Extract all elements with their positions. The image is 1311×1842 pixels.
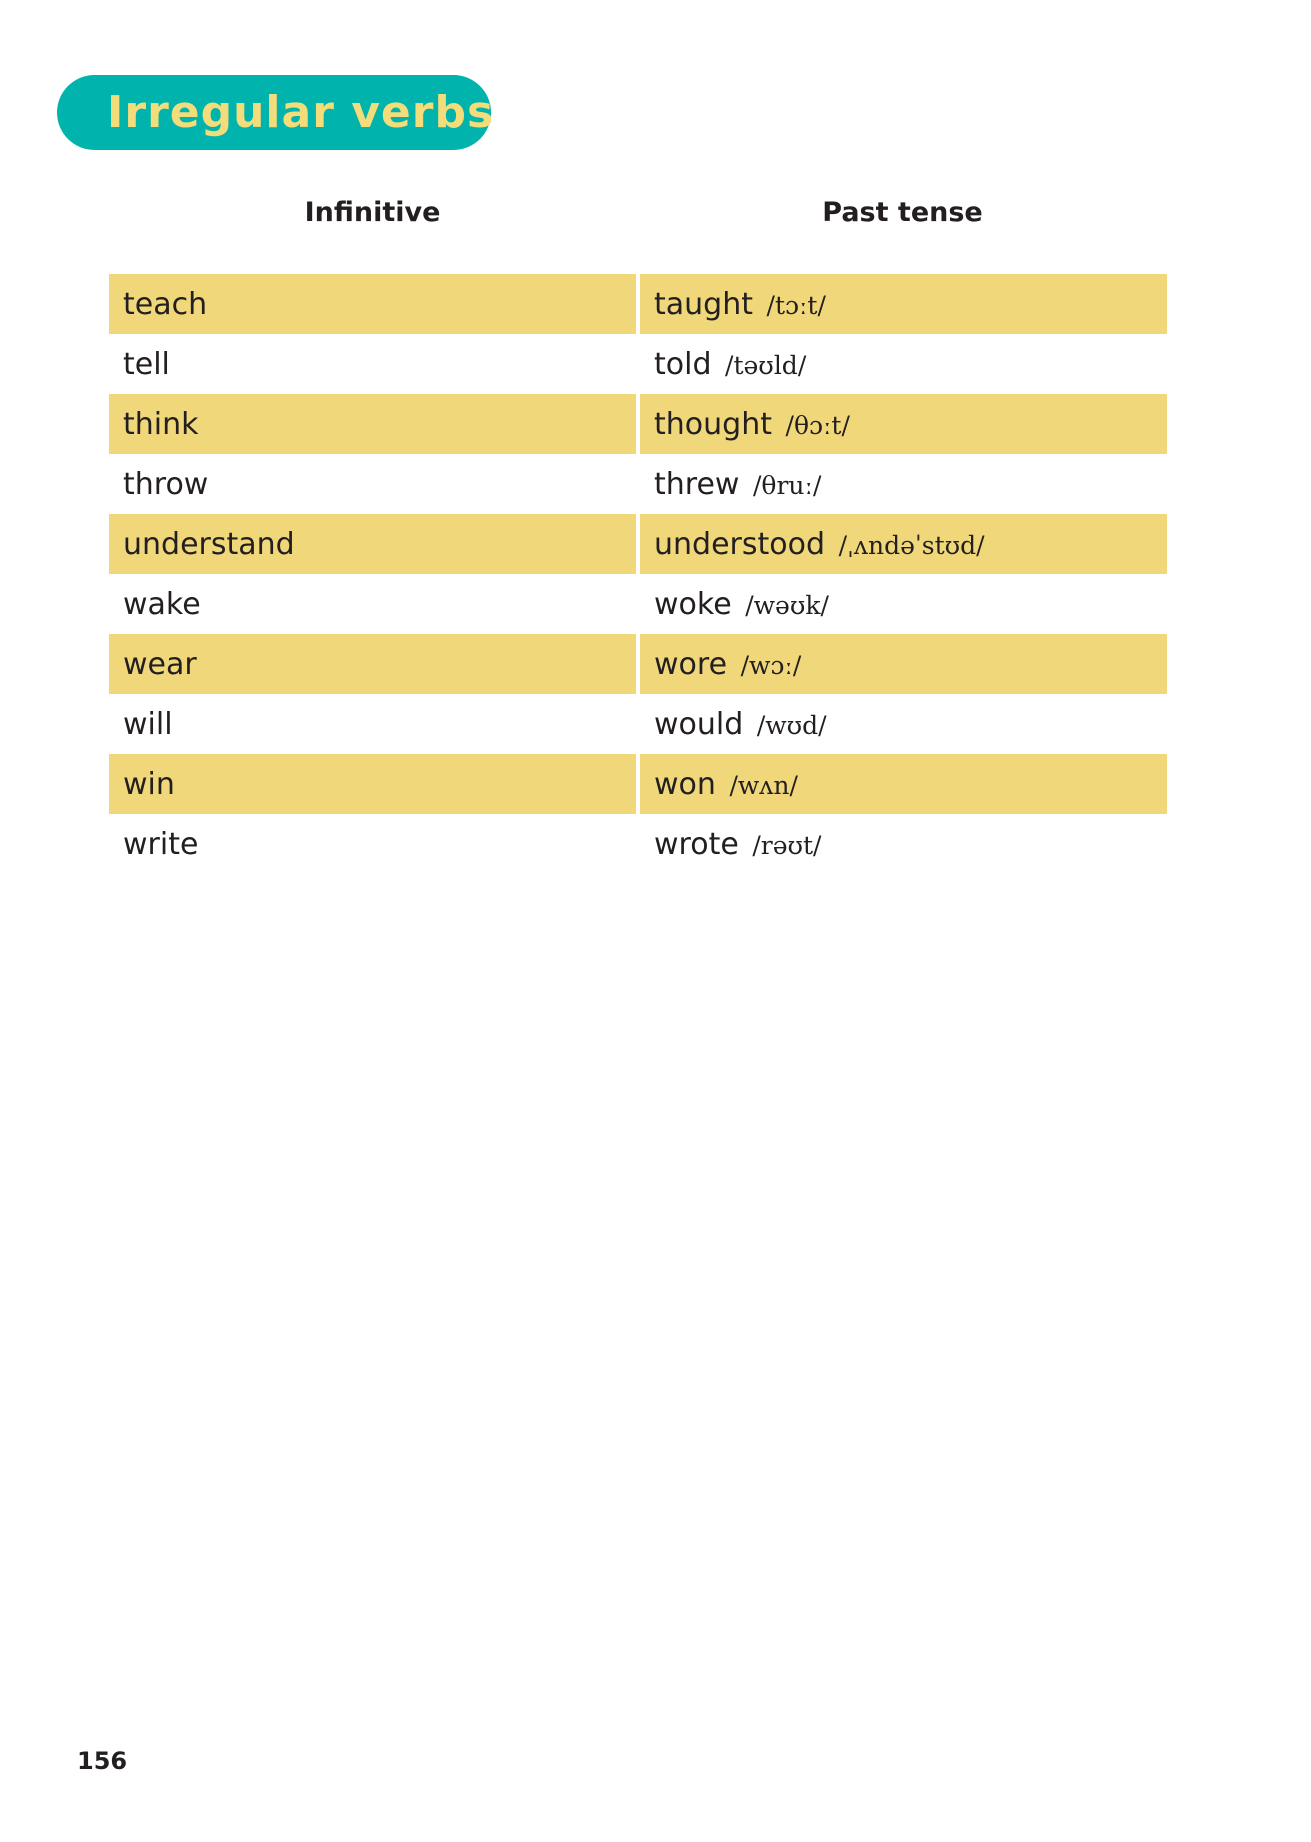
irregular-verbs-table: [109, 274, 1167, 874]
pronunciation: /θɔːt/: [785, 410, 850, 440]
past-tense-word: threw: [654, 466, 740, 502]
past-tense-word: wrote: [654, 826, 739, 862]
infinitive-cell: teach: [109, 274, 636, 334]
infinitive-cell: wear: [109, 634, 636, 694]
past-tense-cell: [636, 814, 1167, 874]
past-tense-cell: [636, 574, 1167, 634]
table-row: [109, 454, 1167, 514]
table-row: [109, 274, 1167, 334]
past-tense-word: would: [654, 706, 744, 742]
pronunciation: /tɔːt/: [766, 290, 826, 320]
infinitive-cell: think: [109, 394, 636, 454]
table-row: [109, 634, 1167, 694]
past-tense-cell: [636, 274, 1167, 334]
past-tense-word: won: [654, 766, 716, 802]
infinitive-cell: throw: [123, 466, 209, 502]
past-tense-cell: [636, 634, 1167, 694]
past-tense-word: thought: [654, 406, 772, 442]
table-row: [109, 334, 1167, 394]
page-number: 156: [77, 1747, 128, 1775]
infinitive-cell: write: [123, 826, 199, 862]
past-tense-cell: [636, 754, 1167, 814]
past-tense-cell: [636, 454, 1167, 514]
title-banner: [57, 75, 495, 150]
table-row: [109, 394, 1167, 454]
infinitive-cell: wake: [123, 586, 201, 622]
past-tense-word: taught: [654, 286, 753, 322]
past-tense-word: understood: [654, 526, 826, 562]
table-row: [109, 574, 1167, 634]
past-tense-cell: [636, 394, 1167, 454]
table-row: [109, 754, 1167, 814]
pronunciation: /wɔː/: [740, 650, 802, 680]
past-tense-cell: [636, 514, 1167, 574]
past-tense-word: wore: [654, 646, 728, 682]
column-header-past-tense: Past tense: [822, 197, 983, 228]
pronunciation: /təʊld/: [725, 350, 807, 380]
table-row: [109, 694, 1167, 754]
pronunciation: /ˌʌndəˈstʊd/: [838, 530, 985, 560]
pronunciation: /wʌn/: [729, 770, 798, 800]
infinitive-cell: win: [109, 754, 636, 814]
infinitive-cell: will: [123, 706, 173, 742]
pronunciation: /θruː/: [753, 470, 822, 500]
infinitive-cell: understand: [109, 514, 636, 574]
past-tense-word: woke: [654, 586, 732, 622]
page-title: Irregular verbs: [107, 87, 495, 138]
pronunciation: /rəʊt/: [752, 830, 822, 860]
table-row: [109, 514, 1167, 574]
pronunciation: /wʊd/: [756, 710, 827, 740]
past-tense-word: told: [654, 346, 712, 382]
column-header-infinitive: Infinitive: [304, 197, 441, 228]
past-tense-cell: [636, 694, 1167, 754]
infinitive-cell: tell: [123, 346, 170, 382]
past-tense-cell: [636, 334, 1167, 394]
pronunciation: /wəʊk/: [745, 590, 829, 620]
table-row: [109, 814, 1167, 874]
